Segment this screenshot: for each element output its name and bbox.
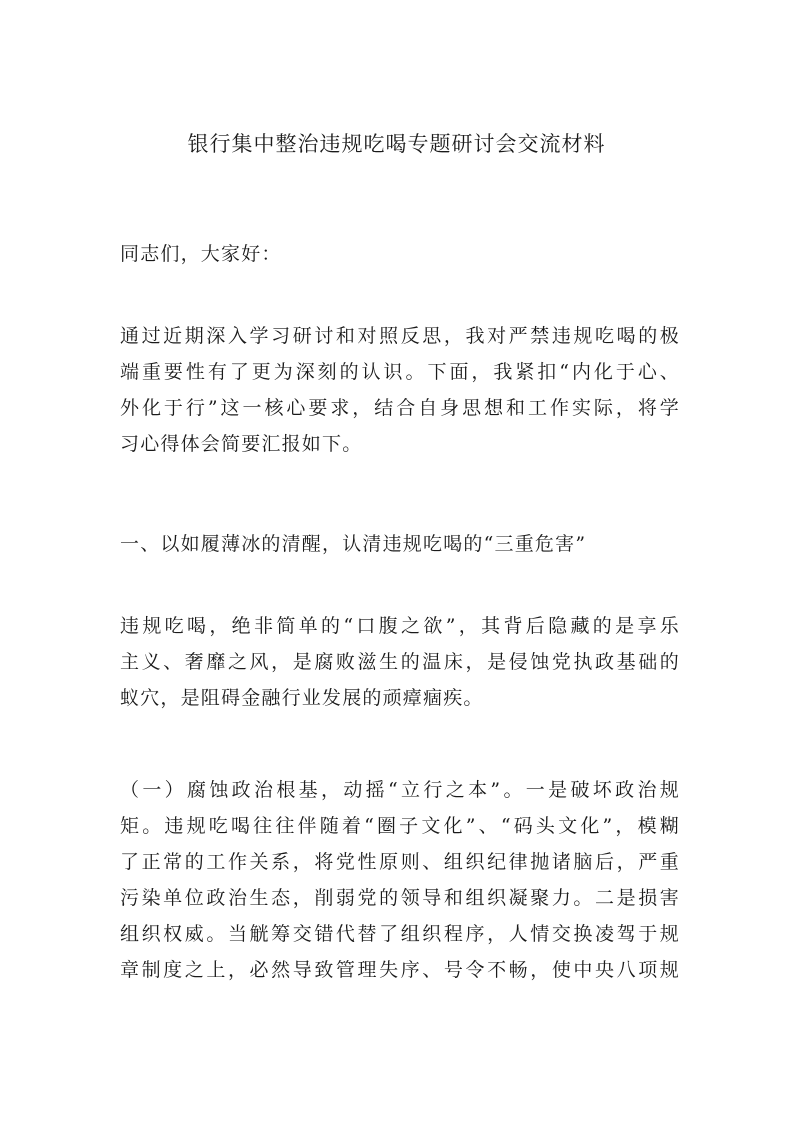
section-heading-1 bbox=[120, 526, 680, 562]
heading-line: 一、以如履薄冰的清醒，认清违规吃喝的“三重危害” bbox=[120, 533, 587, 555]
document-title: 银行集中整治违规吃喝专题研讨会交流材料 bbox=[187, 132, 606, 156]
paragraph-line: 组织权威。当觥筹交错代替了组织程序，人情交换凌驾于规 bbox=[120, 923, 680, 945]
intro-paragraph bbox=[120, 318, 680, 462]
greeting bbox=[120, 236, 680, 272]
paragraph-line: 违规吃喝，绝非简单的“口腹之欲”，其背后隐藏的是享乐 bbox=[120, 615, 680, 637]
greeting-line: 同志们，大家好： bbox=[120, 243, 282, 265]
paragraph-line: 章制度之上，必然导致管理失序、号令不畅，使中央八项规 bbox=[120, 959, 680, 981]
paragraph-line: 通过近期深入学习研讨和对照反思，我对严禁违规吃喝的极 bbox=[120, 325, 680, 347]
paragraph-line: （一）腐蚀政治根基，动摇“立行之本”。一是破坏政治规 bbox=[120, 779, 680, 801]
paragraph-line: 习心得体会简要汇报如下。 bbox=[120, 433, 363, 455]
paragraph-line: 污染单位政治生态，削弱党的领导和组织凝聚力。二是损害 bbox=[120, 887, 680, 909]
paragraph-line: 端重要性有了更为深刻的认识。下面，我紧扣“内化于心、 bbox=[120, 361, 680, 383]
paragraph-line: 外化于行”这一核心要求，结合自身思想和工作实际，将学 bbox=[120, 397, 680, 419]
paragraph-line: 矩。违规吃喝往往伴随着“圈子文化”、“码头文化”，模糊 bbox=[120, 815, 680, 837]
section-1-paragraph bbox=[120, 608, 680, 716]
subsection-1-paragraph bbox=[120, 772, 680, 988]
paragraph-line: 了正常的工作关系，将党性原则、组织纪律抛诸脑后，严重 bbox=[120, 851, 680, 873]
paragraph-line: 蚁穴，是阻碍金融行业发展的顽瘴痼疾。 bbox=[120, 687, 484, 709]
paragraph-line: 主义、奢靡之风，是腐败滋生的温床，是侵蚀党执政基础的 bbox=[120, 651, 680, 673]
